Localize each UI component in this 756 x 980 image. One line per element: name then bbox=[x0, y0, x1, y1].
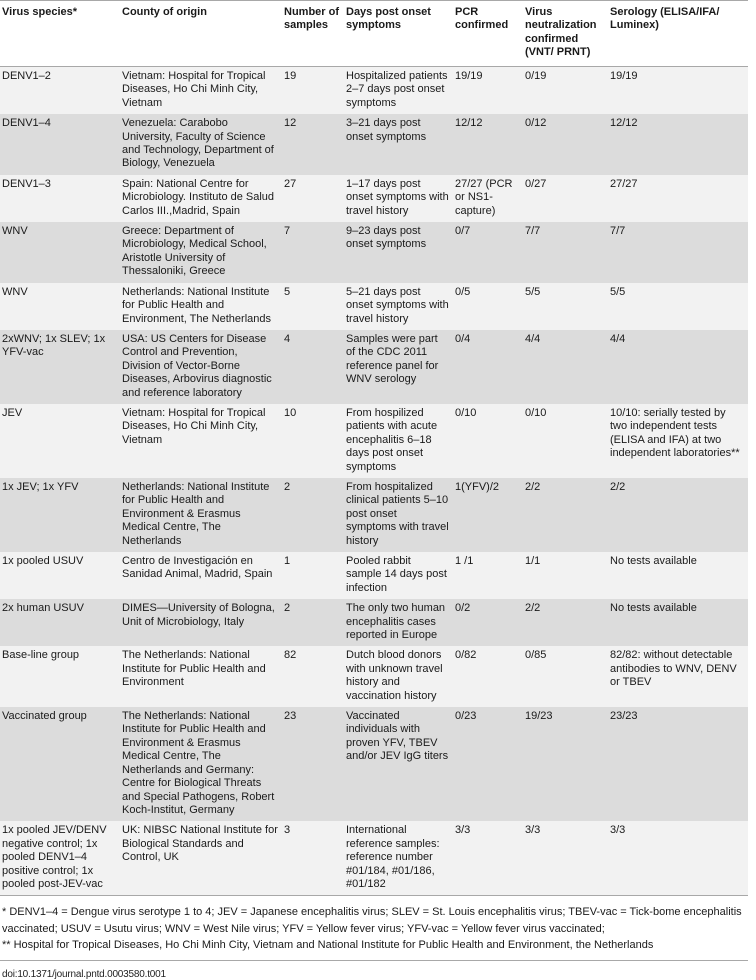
cell-days-post-onset: Samples were part of the CDC 2011 reference panel for WNV serology bbox=[344, 330, 453, 404]
cell-county-of-origin: Vietnam: Hospital for Tropical Diseases, Ho Chi Minh City, Vietnam bbox=[120, 67, 282, 115]
cell-pcr-confirmed: 0/82 bbox=[453, 646, 523, 707]
cell-county-of-origin: UK: NIBSC National Institute for Biological Standards and Control, UK bbox=[120, 821, 282, 896]
table-row bbox=[0, 707, 748, 821]
cell-pcr-confirmed: 0/5 bbox=[453, 283, 523, 330]
table-row bbox=[0, 330, 748, 404]
cell-virus-neutralization: 0/19 bbox=[523, 67, 608, 115]
table-row bbox=[0, 478, 748, 552]
cell-number-of-samples: 3 bbox=[282, 821, 344, 896]
table-row bbox=[0, 222, 748, 283]
cell-serology: 12/12 bbox=[608, 114, 748, 175]
cell-county-of-origin: DIMES—University of Bologna, Unit of Microbiology, Italy bbox=[120, 599, 282, 646]
cell-number-of-samples: 2 bbox=[282, 478, 344, 552]
cell-number-of-samples: 82 bbox=[282, 646, 344, 707]
cell-virus-species: DENV1–2 bbox=[0, 67, 120, 115]
cell-virus-neutralization: 7/7 bbox=[523, 222, 608, 283]
table-row bbox=[0, 114, 748, 175]
cell-virus-species: 1x pooled JEV/DENV negative control; 1x pooled DENV1–4 positive control; 1x pooled post-JEV-vac bbox=[0, 821, 120, 896]
cell-county-of-origin: Venezuela: Carabobo University, Faculty of Science and Technology, Department of Biology, Venezuela bbox=[120, 114, 282, 175]
cell-serology: 5/5 bbox=[608, 283, 748, 330]
table-footnotes bbox=[0, 896, 748, 961]
cell-days-post-onset: Hospitalized patients 2–7 days post onset symptoms bbox=[344, 67, 453, 115]
cell-pcr-confirmed: 1(YFV)/2 bbox=[453, 478, 523, 552]
cell-virus-neutralization: 0/12 bbox=[523, 114, 608, 175]
cell-days-post-onset: From hospitalized clinical patients 5–10 post onset symptoms with travel history bbox=[344, 478, 453, 552]
cell-serology: 2/2 bbox=[608, 478, 748, 552]
table-row bbox=[0, 646, 748, 707]
table-row bbox=[0, 404, 748, 478]
cell-days-post-onset: 5–21 days post onset symptoms with travel history bbox=[344, 283, 453, 330]
footnote-abbreviations: * DENV1–4 = Dengue virus serotype 1 to 4; JEV = Japanese encephalitis virus; SLEV = St. Louis encephalitis virus; TBEV-vac = Tick-bome encephalitis vaccinated; USUV = Usutu virus; WNV = West Nile virus; YFV = Yellow fever virus; YFV-vac = Yellow fever virus vaccinated; bbox=[2, 906, 742, 935]
cell-days-post-onset: The only two human encephalitis cases reported in Europe bbox=[344, 599, 453, 646]
cell-days-post-onset: 9–23 days post onset symptoms bbox=[344, 222, 453, 283]
cell-serology: 19/19 bbox=[608, 67, 748, 115]
header-virus-neutralization: Virus neutralization confirmed (VNT/ PRNT) bbox=[523, 1, 608, 67]
cell-days-post-onset: Vaccinated individuals with proven YFV, TBEV and/or JEV IgG titers bbox=[344, 707, 453, 821]
table-body bbox=[0, 67, 748, 896]
cell-number-of-samples: 23 bbox=[282, 707, 344, 821]
cell-virus-species: 2xWNV; 1x SLEV; 1x YFV-vac bbox=[0, 330, 120, 404]
table-row bbox=[0, 821, 748, 896]
table-row bbox=[0, 599, 748, 646]
header-number-of-samples: Number of samples bbox=[282, 1, 344, 67]
cell-days-post-onset: From hospilized patients with acute encephalitis 6–18 days post onset symptoms bbox=[344, 404, 453, 478]
cell-virus-neutralization: 0/27 bbox=[523, 175, 608, 222]
cell-serology: 23/23 bbox=[608, 707, 748, 821]
cell-pcr-confirmed: 19/19 bbox=[453, 67, 523, 115]
doi-label: doi:10.1371/journal.pntd.0003580.t001 bbox=[2, 968, 166, 980]
cell-serology: No tests available bbox=[608, 552, 748, 599]
table-row bbox=[0, 552, 748, 599]
cell-serology: 10/10: serially tested by two independent tests (ELISA and IFA) at two independent laboratories** bbox=[608, 404, 748, 478]
cell-number-of-samples: 19 bbox=[282, 67, 344, 115]
table-header-row bbox=[0, 1, 748, 67]
cell-serology: 3/3 bbox=[608, 821, 748, 896]
cell-virus-species: Vaccinated group bbox=[0, 707, 120, 821]
header-county-of-origin: County of origin bbox=[120, 1, 282, 67]
cell-pcr-confirmed: 27/27 (PCR or NS1-capture) bbox=[453, 175, 523, 222]
header-days-post-onset: Days post onset symptoms bbox=[344, 1, 453, 67]
cell-virus-species: 1x JEV; 1x YFV bbox=[0, 478, 120, 552]
cell-county-of-origin: Spain: National Centre for Microbiology. Instituto de Salud Carlos III.,Madrid, Spain bbox=[120, 175, 282, 222]
cell-serology: 7/7 bbox=[608, 222, 748, 283]
cell-number-of-samples: 5 bbox=[282, 283, 344, 330]
cell-virus-neutralization: 0/85 bbox=[523, 646, 608, 707]
cell-virus-species: 1x pooled USUV bbox=[0, 552, 120, 599]
cell-pcr-confirmed: 0/2 bbox=[453, 599, 523, 646]
cell-days-post-onset: International reference samples: reference number #01/184, #01/186, #01/182 bbox=[344, 821, 453, 896]
cell-virus-neutralization: 3/3 bbox=[523, 821, 608, 896]
header-virus-species: Virus species* bbox=[0, 1, 120, 67]
cell-county-of-origin: Vietnam: Hospital for Tropical Diseases, Ho Chi Minh City, Vietnam bbox=[120, 404, 282, 478]
cell-county-of-origin: Netherlands: National Institute for Public Health and Environment, The Netherlands bbox=[120, 283, 282, 330]
cell-serology: 82/82: without detectable antibodies to WNV, DENV or TBEV bbox=[608, 646, 748, 707]
cell-county-of-origin: Netherlands: National Institute for Public Health and Environment & Erasmus Medical Centre, The Netherlands bbox=[120, 478, 282, 552]
cell-virus-neutralization: 2/2 bbox=[523, 599, 608, 646]
cell-virus-neutralization: 1/1 bbox=[523, 552, 608, 599]
cell-days-post-onset: Pooled rabbit sample 14 days post infection bbox=[344, 552, 453, 599]
cell-pcr-confirmed: 0/4 bbox=[453, 330, 523, 404]
cell-virus-neutralization: 0/10 bbox=[523, 404, 608, 478]
cell-virus-neutralization: 4/4 bbox=[523, 330, 608, 404]
cell-serology: 27/27 bbox=[608, 175, 748, 222]
cell-days-post-onset: 3–21 days post onset symptoms bbox=[344, 114, 453, 175]
cell-virus-species: WNV bbox=[0, 283, 120, 330]
cell-county-of-origin: The Netherlands: National Institute for Public Health and Environment bbox=[120, 646, 282, 707]
cell-serology: No tests available bbox=[608, 599, 748, 646]
cell-virus-species: JEV bbox=[0, 404, 120, 478]
cell-pcr-confirmed: 12/12 bbox=[453, 114, 523, 175]
cell-pcr-confirmed: 3/3 bbox=[453, 821, 523, 896]
cell-virus-species: DENV1–4 bbox=[0, 114, 120, 175]
cell-virus-neutralization: 5/5 bbox=[523, 283, 608, 330]
cell-virus-species: DENV1–3 bbox=[0, 175, 120, 222]
cell-number-of-samples: 7 bbox=[282, 222, 344, 283]
footnote-laboratories: ** Hospital for Tropical Diseases, Ho Chi Minh City, Vietnam and National Institute for Public Health and Environment, the Netherlands bbox=[2, 939, 654, 952]
cell-county-of-origin: Greece: Department of Microbiology, Medical School, Aristotle University of Thessaloniki, Greece bbox=[120, 222, 282, 283]
cell-number-of-samples: 27 bbox=[282, 175, 344, 222]
table-row bbox=[0, 283, 748, 330]
cell-pcr-confirmed: 0/7 bbox=[453, 222, 523, 283]
cell-days-post-onset: Dutch blood donors with unknown travel history and vaccination history bbox=[344, 646, 453, 707]
cell-number-of-samples: 12 bbox=[282, 114, 344, 175]
cell-virus-neutralization: 2/2 bbox=[523, 478, 608, 552]
cell-virus-species: 2x human USUV bbox=[0, 599, 120, 646]
cell-county-of-origin: USA: US Centers for Disease Control and Prevention, Division of Vector-Borne Diseases, Arbovirus diagnostic and reference laboratory bbox=[120, 330, 282, 404]
header-pcr-confirmed: PCR confirmed bbox=[453, 1, 523, 67]
cell-serology: 4/4 bbox=[608, 330, 748, 404]
header-serology: Serology (ELISA/IFA/ Luminex) bbox=[608, 1, 748, 67]
cell-pcr-confirmed: 1 /1 bbox=[453, 552, 523, 599]
cell-number-of-samples: 10 bbox=[282, 404, 344, 478]
cell-county-of-origin: Centro de Investigación en Sanidad Animal, Madrid, Spain bbox=[120, 552, 282, 599]
cell-number-of-samples: 2 bbox=[282, 599, 344, 646]
cell-virus-species: Base-line group bbox=[0, 646, 120, 707]
table-row bbox=[0, 175, 748, 222]
cell-pcr-confirmed: 0/10 bbox=[453, 404, 523, 478]
cell-virus-species: WNV bbox=[0, 222, 120, 283]
cell-county-of-origin: The Netherlands: National Institute for Public Health and Environment & Erasmus Medical Centre, The Netherlands and Germany: Centre for Biological Threats and Special Pathogens, Robert Koch-Institut, Germany bbox=[120, 707, 282, 821]
table-row bbox=[0, 67, 748, 115]
cell-virus-neutralization: 19/23 bbox=[523, 707, 608, 821]
cell-days-post-onset: 1–17 days post onset symptoms with travel history bbox=[344, 175, 453, 222]
cell-number-of-samples: 1 bbox=[282, 552, 344, 599]
cell-number-of-samples: 4 bbox=[282, 330, 344, 404]
cell-pcr-confirmed: 0/23 bbox=[453, 707, 523, 821]
